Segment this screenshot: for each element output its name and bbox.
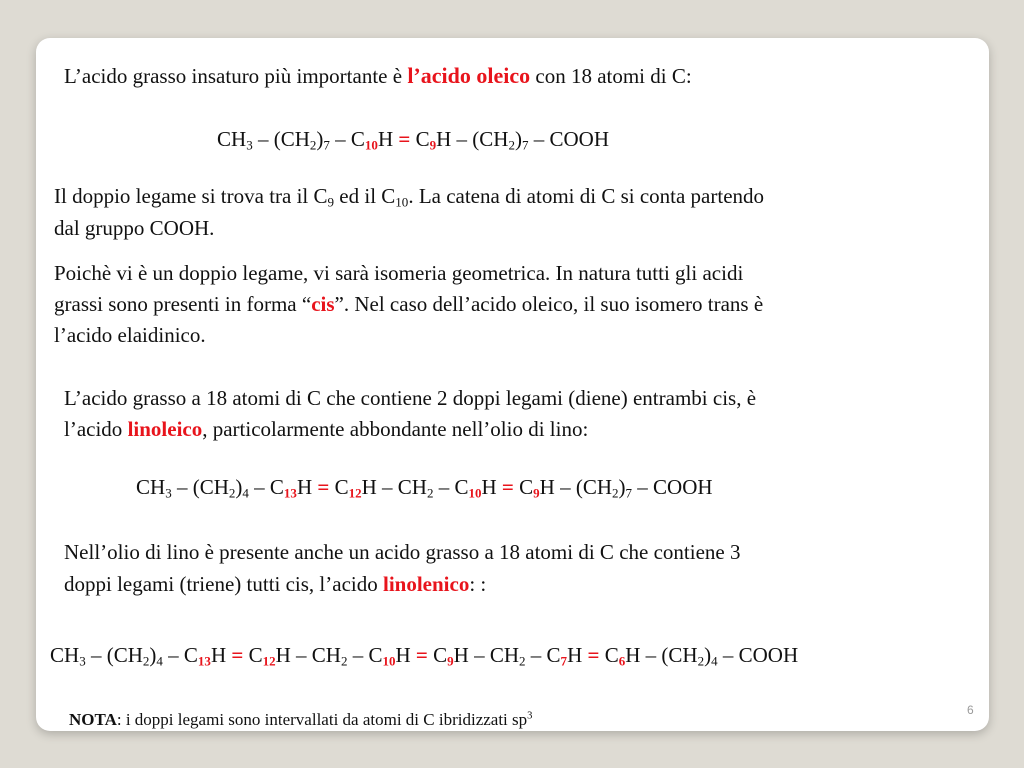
- paragraph-double-bond-line1: Il doppio legame si trova tra il $C_9$ ed il $C_{10}$. La catena di atomi di C si conta partendo: [54, 184, 765, 210]
- page-number: 6: [967, 703, 974, 717]
- text: con 18 atomi di C:: [530, 64, 692, 88]
- paragraph-linolenic-line2: doppi legami (triene) tutti cis, l’acido linolenico: :: [64, 572, 487, 596]
- double-bond-sign: =: [398, 127, 411, 151]
- paragraph-double-bond-line2: dal gruppo COOH.: [54, 216, 215, 240]
- paragraph-isomerism-line1: Poichè vi è un doppio legame, vi sarà isomeria geometrica. In natura tutti gli acidi: [54, 261, 744, 285]
- text: L’acido grasso insaturo più importante è: [64, 64, 408, 88]
- note-label: NOTA: [69, 710, 117, 729]
- highlight-linolenic: linolenico: [383, 572, 470, 596]
- highlight-linoleic: linoleico: [127, 417, 203, 441]
- note: NOTA: i doppi legami sono intervallati da atomi di C ibridizzati $sp^3$: [69, 710, 533, 729]
- paragraph-isomerism-line2: grassi sono presenti in forma “cis”. Nel caso dell’acido oleico, il suo isomero trans è: [54, 292, 764, 316]
- paragraph-linoleic-line2: l’acido linoleico, particolarmente abbondante nell’olio di lino:: [64, 417, 589, 441]
- highlight-oleic-acid: l’acido oleico: [407, 63, 531, 88]
- formula-linoleic-acid: $CH_3 - (CH_2)_4 - C_{13}H = C_{12}H - CH_2 - C_{10}H = C_9H - (CH_2)_7$ – COOH: [136, 475, 713, 501]
- paragraph-linoleic-line1: L’acido grasso a 18 atomi di C che contiene 2 doppi legami (diene) entrambi cis, è: [64, 386, 757, 410]
- highlight-cis: cis: [311, 292, 335, 316]
- paragraph-isomerism-line3: l’acido elaidinico.: [54, 323, 206, 347]
- formula-linolenic-acid: $CH_3 - (CH_2)_4 - C_{13}H = C_{12}H - CH_2 - C_{10}H = C_9H - CH_2 - C_7H = C_6H - (CH_2)_4$ – COOH: [50, 643, 799, 669]
- formula-oleic-acid: $CH_3 - (CH_2)_7 - C_{10}H = C_9H - (CH_2)_7$ – COOH: [217, 127, 609, 153]
- paragraph-linolenic-line1: Nell’olio di lino è presente anche un acido grasso a 18 atomi di C che contiene 3: [64, 540, 741, 564]
- paragraph-oleic-intro: [64, 61, 692, 91]
